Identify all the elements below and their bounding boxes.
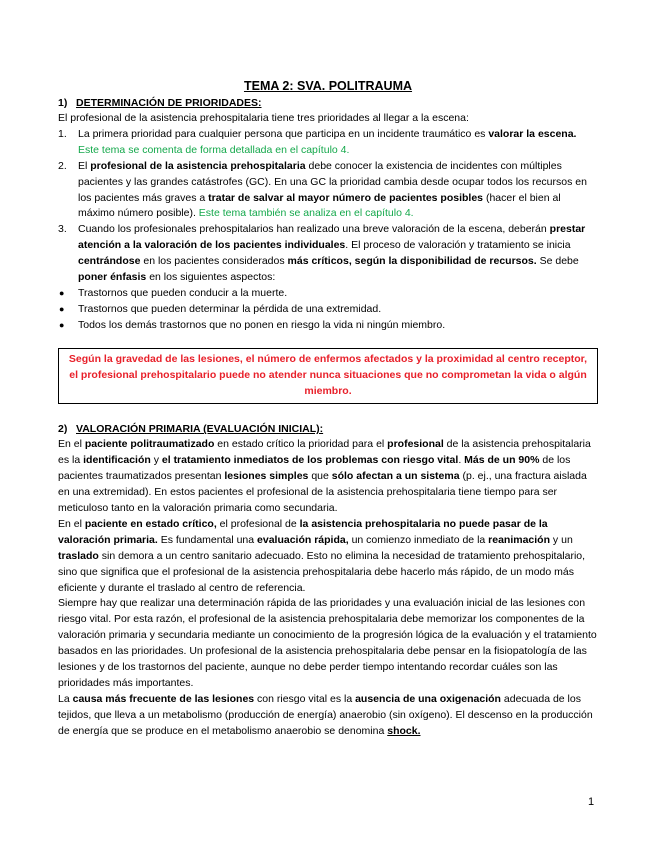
paragraph-2: En el paciente en estado crítico, el profesional de la asistencia prehospitalaria no puede pasar de la valoración primaria. Es fundamental una evaluación rápida, un comienzo inmediato de la reanimación y un traslado sin demora a un centro sanitario adecuado. Esto no elimina la necesidad de tratamiento prehospitalario, sino que significa que el profesional de la asistencia prehospitalaria debe hacerlo más rápido, de un modo más eficiente y durante el traslado al centro de referencia. <box>58 517 586 594</box>
bullet-item-3: ● Todos los demás trastornos que no ponen en riesgo la vida ni ningún miembro. <box>58 318 598 334</box>
bullet-item-1: ● Trastornos que pueden conducir a la muerte. <box>58 286 598 302</box>
callout-box: Según la gravedad de las lesiones, el número de enfermos afectados y la proximidad al centro receptor, el profesional prehospitalario puede no atender nunca situaciones que no comprometan la vida o algún miembro. <box>58 348 598 405</box>
chapter-reference: Este tema se comenta de forma detallada en el capítulo 4. <box>78 143 350 156</box>
list-marker: 2. <box>58 159 67 172</box>
list-item-2: 2. El profesional de la asistencia prehospitalaria debe conocer la existencia de incidentes con múltiples pacientes y las grandes catástrofes (GC). En una GC la prioridad cambia desde ocupar todos los recursos en los pacientes más graves a tratar de salvar al mayor número de pacientes posibles (hacer el bien al máximo número posible). Este tema también se analiza en el capítulo 4. <box>58 159 587 220</box>
bullet-item-2: ● Trastornos que pueden determinar la pérdida de una extremidad. <box>58 302 598 318</box>
section-1-heading <box>58 95 598 111</box>
paragraph-4: La causa más frecuente de las lesiones con riesgo vital es la ausencia de una oxigenación adecuada de los tejidos, que lleva a un metabolismo (producción de energía) anaerobio (sin oxígeno). El descenso en la producción de energía que se produce en el metabolismo anaerobio se denomina shock. <box>58 692 593 737</box>
bullet-icon: ● <box>59 319 65 330</box>
document-page <box>58 78 598 740</box>
section-1-title: DETERMINACIÓN DE PRIORIDADES: <box>76 97 262 109</box>
shock-term: shock. <box>387 724 421 737</box>
section-1-intro: El profesional de la asistencia prehospitalaria tiene tres prioridades al llegar a la escena: <box>58 112 469 124</box>
chapter-reference: Este tema también se analiza en el capítulo 4. <box>195 207 414 220</box>
bullet-icon: ● <box>59 303 65 314</box>
list-marker: 3. <box>58 223 67 236</box>
section-2-number: 2) <box>58 423 68 436</box>
bullet-icon: ● <box>59 287 65 298</box>
list-marker: 1. <box>58 127 67 140</box>
paragraph-3: Siempre hay que realizar una determinación rápida de las prioridades y una evaluación inicial de las lesiones con riesgo vital. Por esta razón, el profesional de la asistencia prehospitalaria debe memorizar los componentes de la valoración primaria y secundaria mediante un conocimiento de la progresión lógica de la evaluación y el tratamiento basados en las prioridades. Un profesional de la asistencia prehospitalaria debe pensar en la fisiopatología de las lesiones y de los trastornos del paciente, aunque no debe perder tiempo intentando recordar cuáles son las prioridades más importantes. <box>58 597 597 689</box>
section-1-number: 1) <box>58 97 68 109</box>
section-2-title: VALORACIÓN PRIMARIA (EVALUACIÓN INICIAL): <box>76 423 324 436</box>
page-title: TEMA 2: SVA. POLITRAUMA <box>243 79 413 93</box>
list-item-1: 1. La primera prioridad para cualquier persona que participa en un incidente traumático es valorar la escena. Este tema se comenta de forma detallada en el capítulo 4. <box>58 127 577 156</box>
list-item-3: 3. Cuando los profesionales prehospitalarios han realizado una breve valoración de la escena, deberán prestar atención a la valoración de los pacientes individuales. El proceso de valoración y tratamiento se inicia centrándose en los pacientes considerados más críticos, según la disponibilidad de recursos. Se debe poner énfasis en los siguientes aspectos: <box>58 223 586 284</box>
section-2-heading <box>58 421 598 437</box>
page-number: 1 <box>588 796 595 808</box>
paragraph-1: En el paciente politraumatizado en estado crítico la prioridad para el profesional de la asistencia prehospitalaria es la identificación y el tratamiento inmediatos de los problemas con riesgo vital. Más de un 90% de los pacientes traumatizados presentan lesiones simples que sólo afectan a un sistema (p. ej., una fractura aislada en una extremidad). En estos pacientes el profesional de la asistencia prehospitalaria tiene tiempo para ser meticuloso tanto en la valoración primaria como secundaria. <box>58 438 591 515</box>
